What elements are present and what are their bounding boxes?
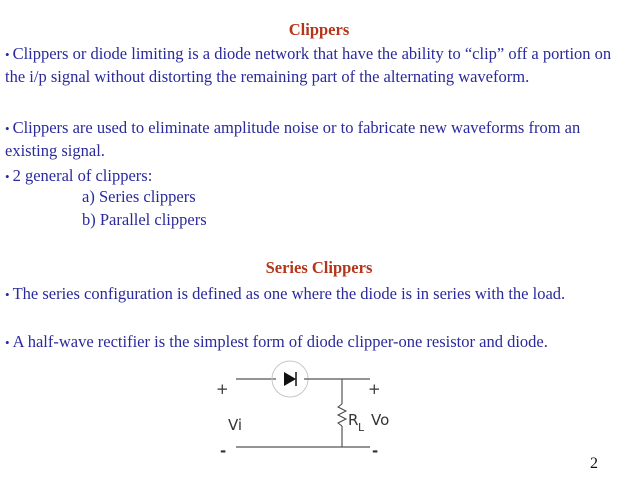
series-clipper-circuit-diagram <box>190 352 450 462</box>
bullet-clipper-types <box>5 165 633 188</box>
bullet-series-configuration <box>5 283 633 306</box>
bullet-half-wave-rectifier <box>5 331 633 354</box>
resistor-icon <box>338 404 346 426</box>
output-minus-sign: - <box>372 442 379 460</box>
diode-icon <box>284 372 296 386</box>
bullet-icon: • <box>5 121 10 136</box>
input-voltage-label: Vi <box>228 416 243 434</box>
bullet-text: 2 general of clippers: <box>12 166 153 185</box>
bullet-icon: • <box>5 287 10 302</box>
input-minus-sign: - <box>220 442 227 460</box>
bullet-text: The series configuration is defined as one where the diode is in series with the load. <box>12 284 566 303</box>
sub-item-series-clippers: a) Series clippers <box>82 187 196 206</box>
bullet-icon: • <box>5 335 10 350</box>
bullet-icon: • <box>5 169 10 184</box>
bullet-text: A half-wave rectifier is the simplest form of diode clipper-one resistor and diode. <box>12 332 548 351</box>
sub-item-parallel-clippers: b) Parallel clippers <box>82 210 207 229</box>
bullet-icon: • <box>5 47 10 62</box>
page-number: 2 <box>590 455 598 472</box>
bullet-text: Clippers or diode limiting is a diode network that have the ability to “clip” off a portion on the i/p signal without distorting the remaining part of the alternating waveform. <box>5 44 612 86</box>
bullet-clippers-use <box>5 117 633 162</box>
bullet-clippers-definition <box>5 43 633 88</box>
input-plus-sign: + <box>216 380 229 398</box>
output-plus-sign: + <box>368 380 381 398</box>
resistor-subscript: L <box>358 421 365 434</box>
series-clippers-heading: Series Clippers <box>265 258 373 277</box>
output-voltage-label: Vo <box>371 411 390 429</box>
clippers-heading: Clippers <box>288 20 350 39</box>
bullet-text: Clippers are used to eliminate amplitude noise or to fabricate new waveforms from an existing signal. <box>5 118 581 160</box>
resistor-label: R <box>348 411 359 429</box>
